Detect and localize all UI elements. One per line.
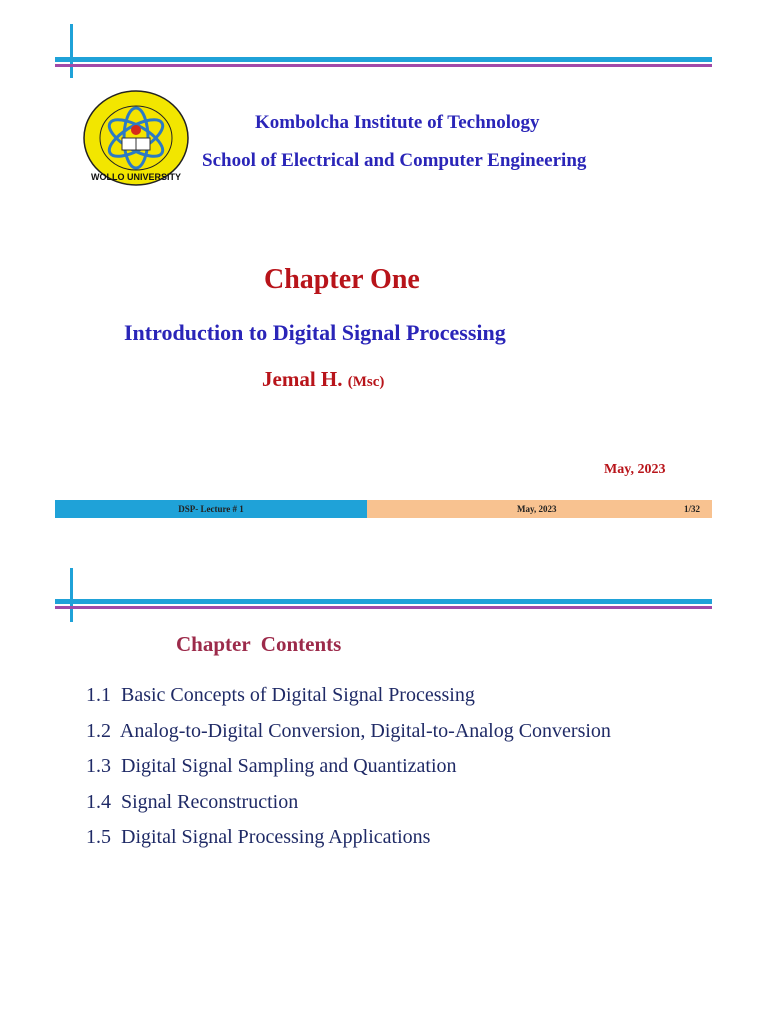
chapter-title: Chapter One [264,264,420,295]
footer-date: May, 2023 [517,504,557,514]
contents-heading: Chapter Contents [176,632,342,656]
list-item: 1.3 Digital Signal Sampling and Quantization [86,755,457,777]
author-degree: (Msc) [347,374,385,390]
contents-list [86,684,611,862]
school-name: School of Electrical and Computer Engineering [202,150,587,171]
footer-right-panel [367,500,712,518]
author-name: Jemal H. [262,367,343,391]
slide2-vertical-accent [70,568,73,622]
list-item: 1.2 Analog-to-Digital Conversion, Digital-to-Analog Conversion [86,719,611,742]
list-item: 1.4 Signal Reconstruction [86,790,299,813]
institution-name: Kombolcha Institute of Technology [255,112,540,133]
wollo-university-seal-icon [82,90,190,186]
author-line [262,367,384,392]
footer-page-number: 1/32 [683,504,700,514]
list-item: 1.5 Digital Signal Processing Applications [86,826,431,848]
chapter-subtitle: Introduction to Digital Signal Processing [124,320,506,345]
slide1-footer [55,500,712,518]
footer-lecture-label: DSP- Lecture # 1 [55,500,367,518]
slide1-top-rule-blue [55,57,712,62]
slide2-top-rule-blue [55,599,712,604]
list-item: 1.1 Basic Concepts of Digital Signal Processing [86,684,475,706]
logo-text: WOLLO UNIVERSITY [91,172,181,182]
slide1-top-rule-purple [55,64,712,67]
slide1-date: May, 2023 [604,462,666,477]
slide2-top-rule-purple [55,606,712,609]
slide1-vertical-accent [70,24,73,78]
